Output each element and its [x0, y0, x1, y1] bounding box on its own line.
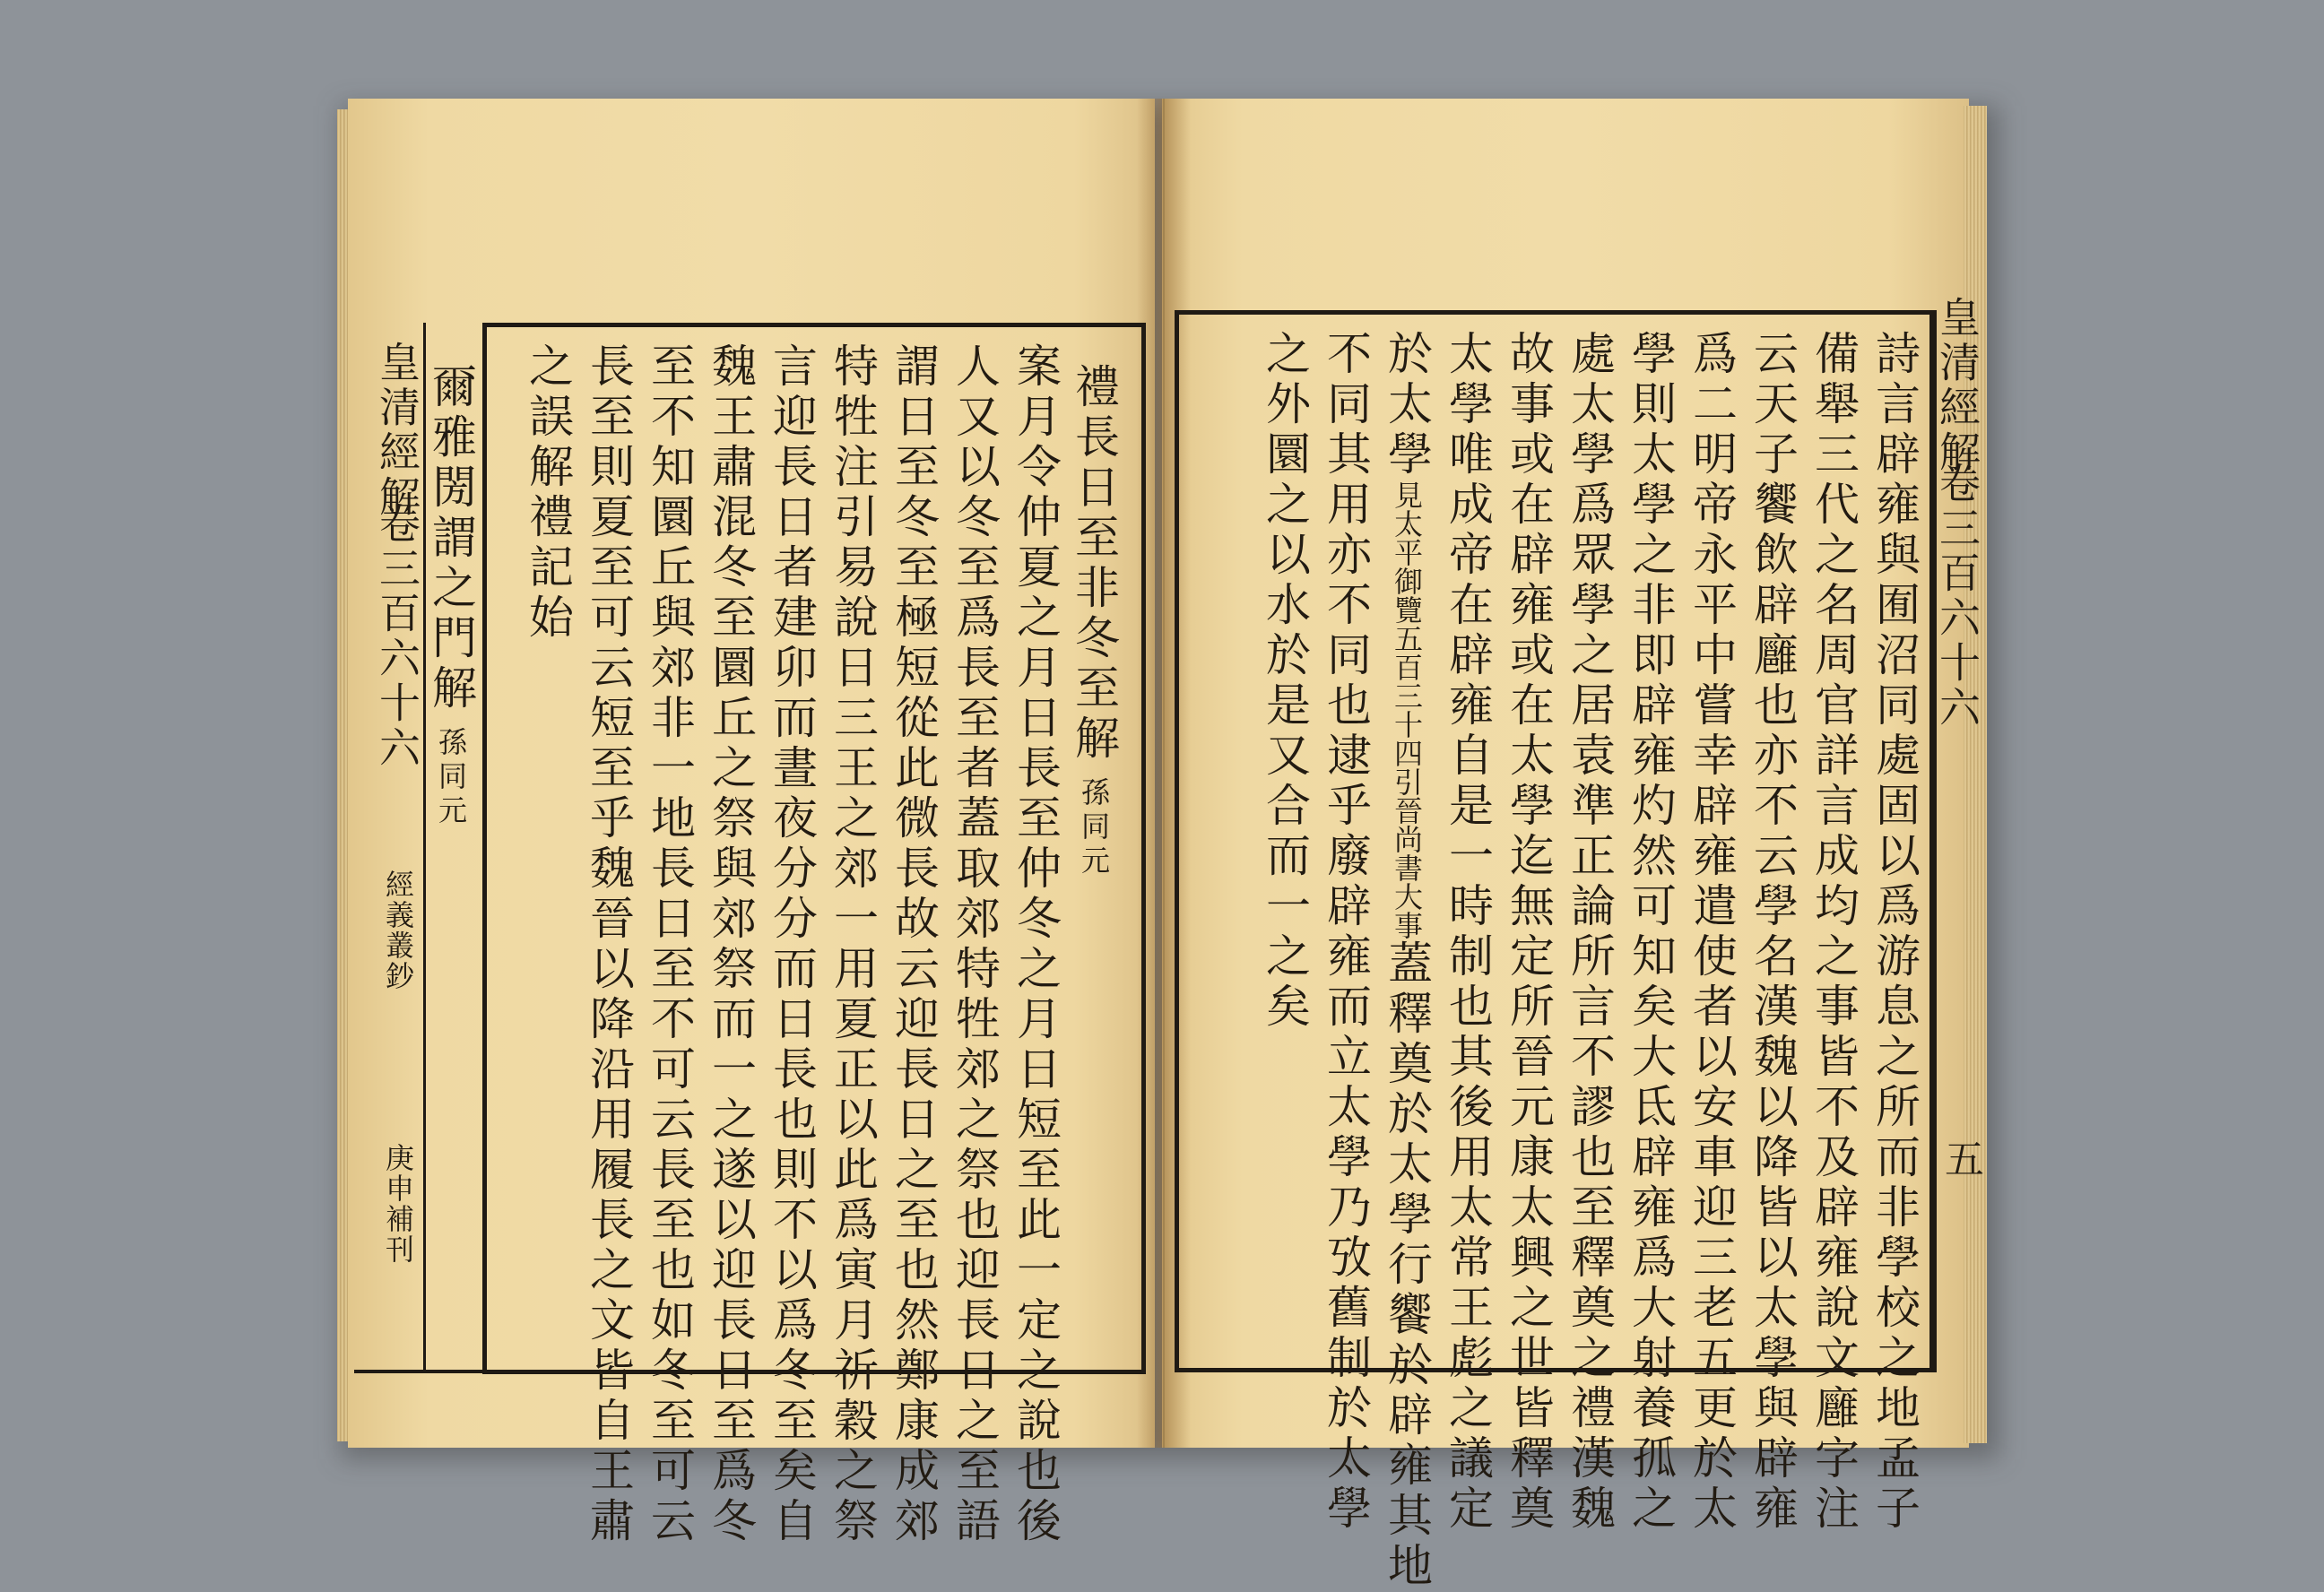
right-margin-volume: 卷三百六十六 [1933, 462, 1981, 731]
left-column-8: 至不知圜丘與郊非一地長日至不可云長至也如冬至可云 [644, 342, 696, 1547]
right-page-number: 五 [1938, 1138, 1983, 1178]
right-column-4: 爲二明帝永平中嘗幸辟雍遣使者以安車迎三老五更於太 [1686, 330, 1738, 1535]
left-column-2: 案月令仲夏之月日長至仲冬之月日短至此一定之說也後 [1010, 342, 1062, 1547]
left-margin-volume: 卷三百六十六 [373, 502, 421, 771]
left-margin-reprint: 庚申補刊 [381, 1143, 415, 1265]
left-column-text-11: 爾雅閍謂之門解 [425, 363, 477, 714]
right-column-7: 故事或在辟雍或在太學迄無定所晉元康太興之世皆釋奠 [1503, 330, 1555, 1535]
right-margin-title: 皇清經解 [1933, 296, 1981, 475]
left-column-11 [425, 363, 477, 829]
right-inline-note: 見太平御覽五百三十四引晉尚書大事 [1390, 480, 1424, 939]
right-column-9 [1381, 330, 1433, 1592]
right-column-2: 備舉三代之名周官詳言成均之事皆不及辟雍說文廱字注 [1808, 330, 1860, 1535]
left-margin-series: 經義叢鈔 [381, 870, 415, 991]
left-column-9: 長至則夏至可云短至乎魏晉以降沿用履長之文皆自王肅 [583, 342, 635, 1547]
left-author-2: 孫同元 [434, 727, 468, 829]
left-margin-title: 皇清經解 [373, 341, 421, 520]
right-column-5: 學則太學之非即辟雍灼然可知矣大氐辟雍爲大射養孤之 [1625, 330, 1677, 1535]
left-column-7: 魏王肅混冬至圜丘之祭與郊祭而一之遂以迎長日至爲冬 [705, 342, 757, 1547]
left-column-10: 之誤解禮記始 [522, 342, 574, 644]
left-column-1 [1068, 363, 1120, 879]
left-column-3: 人又以冬至爲長至者蓋取郊特牲郊之祭也迎長日之至語 [949, 342, 1001, 1547]
left-column-text-1: 禮長日至非冬至解 [1068, 363, 1120, 765]
left-column-6: 言迎長日者建卯而晝夜分分而日長也則不以爲冬至矣自 [766, 342, 818, 1547]
right-column-11: 之外圜之以水於是又合而一之矣 [1259, 330, 1311, 1033]
right-column-text-9a: 於太學 [1381, 330, 1433, 480]
right-column-10: 不同其用亦不同也逮乎廢辟雍而立太學乃攷舊制於太學 [1320, 330, 1372, 1535]
left-column-4: 謂日至冬至極短從此微長故云迎長日之至也然鄭康成郊 [888, 342, 940, 1547]
right-column-8: 太學唯成帝在辟雍自是一時制也其後用太常王彪之議定 [1442, 330, 1494, 1535]
right-column-1: 詩言辟雍與囿沼同處固以爲游息之所而非學校之地孟子 [1869, 330, 1921, 1535]
left-author-1: 孫同元 [1077, 777, 1111, 879]
right-margin-rule [1929, 310, 1932, 1368]
right-column-3: 云天子饗飲辟廱也亦不云學名漢魏以降皆以太學與辟雍 [1747, 330, 1799, 1535]
right-column-6: 處太學爲眾學之居袁準正論所言不謬也至釋奠之禮漢魏 [1564, 330, 1616, 1535]
left-column-5: 特牲注引易說日三王之郊一用夏正以此爲寅月祈穀之祭 [827, 342, 879, 1547]
right-column-text-9b: 蓋釋奠於太學行饗於辟雍其地 [1381, 939, 1433, 1592]
